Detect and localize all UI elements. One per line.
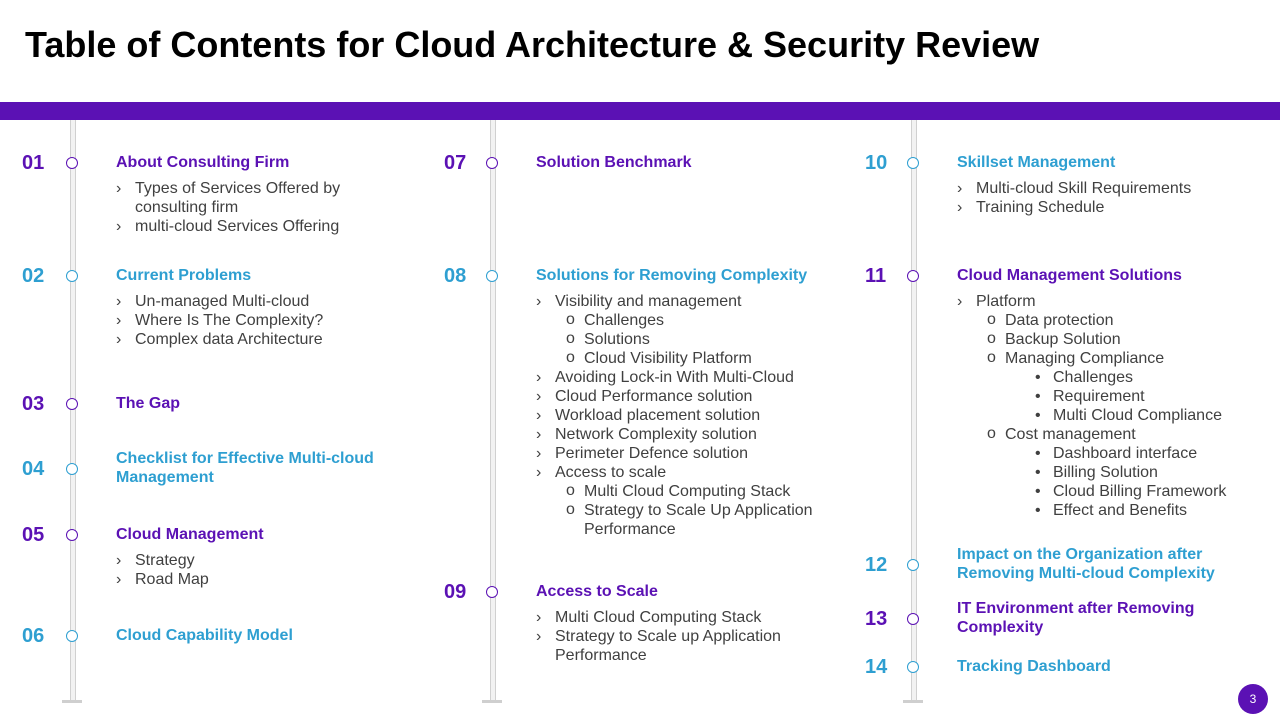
section-title[interactable]: About Consulting Firm: [116, 154, 290, 171]
sub-item: o Data protection: [957, 311, 1257, 330]
section-number: 02: [22, 265, 45, 287]
sub-item: › Visibility and management: [536, 292, 826, 311]
timeline-dot: [907, 157, 919, 169]
sub-item: o Challenges: [536, 311, 826, 330]
section-number: 09: [444, 581, 467, 603]
section-number: 05: [22, 524, 45, 546]
sub-item: • Multi Cloud Compliance: [957, 406, 1257, 425]
sub-item: o Cloud Visibility Platform: [536, 349, 826, 368]
timeline-dot: [66, 398, 78, 410]
sub-item: › multi-cloud Services Offering: [116, 217, 356, 236]
sub-item: › Strategy: [116, 551, 416, 570]
timeline-dot: [66, 630, 78, 642]
toc-column-2: [420, 120, 840, 720]
timeline-rail-foot: [62, 700, 82, 703]
sub-item: • Dashboard interface: [957, 444, 1257, 463]
section-number: 13: [865, 608, 888, 630]
toc-column-1: [0, 120, 420, 720]
timeline-dot: [907, 661, 919, 673]
sub-item: o Managing Compliance: [957, 349, 1257, 368]
section-title[interactable]: Solution Benchmark: [536, 154, 692, 171]
section-title[interactable]: Skillset Management: [957, 154, 1116, 171]
sub-item: › Multi-cloud Skill Requirements: [957, 179, 1257, 198]
sub-item: o Multi Cloud Computing Stack: [536, 482, 826, 501]
section-title[interactable]: Cloud Management: [116, 526, 264, 543]
section-title[interactable]: Solutions for Removing Complexity: [536, 267, 808, 284]
sub-item: › Workload placement solution: [536, 406, 826, 425]
sub-item: › Platform: [957, 292, 1257, 311]
sub-item: › Cloud Performance solution: [536, 387, 826, 406]
timeline-dot: [486, 270, 498, 282]
timeline-dot: [66, 270, 78, 282]
timeline-dot: [66, 157, 78, 169]
section-number: 08: [444, 265, 467, 287]
timeline-rail-foot: [482, 700, 502, 703]
section-title[interactable]: Access to Scale: [536, 583, 658, 600]
section-title[interactable]: The Gap: [116, 395, 181, 412]
section-title[interactable]: Cloud Management Solutions: [957, 267, 1182, 284]
toc-column-3: [841, 120, 1261, 720]
sub-item: › Training Schedule: [957, 198, 1257, 217]
sub-item: • Billing Solution: [957, 463, 1257, 482]
sub-item: o Strategy to Scale Up Application Performance: [536, 501, 826, 539]
section-number: 04: [22, 458, 45, 480]
sub-item: › Network Complexity solution: [536, 425, 826, 444]
timeline-rail-foot: [903, 700, 923, 703]
timeline-dot: [66, 463, 78, 475]
sub-item: › Complex data Architecture: [116, 330, 416, 349]
section-number: 07: [444, 152, 467, 174]
timeline-dot: [486, 586, 498, 598]
section-number: 12: [865, 554, 888, 576]
sub-item: • Challenges: [957, 368, 1257, 387]
section-title[interactable]: Checklist for Effective Multi-cloud Management: [116, 450, 374, 486]
sub-item: • Requirement: [957, 387, 1257, 406]
timeline-dot: [907, 613, 919, 625]
sub-item: • Cloud Billing Framework: [957, 482, 1257, 501]
section-number: 14: [865, 656, 888, 678]
header-band: [0, 102, 1280, 120]
section-title[interactable]: Current Problems: [116, 267, 252, 284]
timeline-dot: [907, 559, 919, 571]
sub-item: o Solutions: [536, 330, 826, 349]
page-title: Table of Contents for Cloud Architecture & Security Review: [25, 24, 1040, 65]
section-number: 03: [22, 393, 45, 415]
section-title[interactable]: IT Environment after Removing Complexity: [957, 600, 1195, 636]
sub-item: › Perimeter Defence solution: [536, 444, 826, 463]
sub-item: • Effect and Benefits: [957, 501, 1257, 520]
sub-item: › Road Map: [116, 570, 416, 589]
timeline-rail: [490, 120, 496, 702]
section-number: 11: [865, 265, 887, 287]
timeline-dot: [66, 529, 78, 541]
section-title[interactable]: Cloud Capability Model: [116, 627, 293, 644]
sub-item: › Strategy to Scale up Application Performance: [536, 627, 806, 665]
sub-item: › Types of Services Offered by consulting firm: [116, 179, 356, 217]
sub-item: › Multi Cloud Computing Stack: [536, 608, 806, 627]
section-number: 06: [22, 625, 45, 647]
sub-item: o Backup Solution: [957, 330, 1257, 349]
section-number: 10: [865, 152, 888, 174]
section-title[interactable]: Impact on the Organization after Removing Multi-cloud Complexity: [957, 546, 1215, 582]
sub-item: › Access to scale: [536, 463, 826, 482]
timeline-dot: [486, 157, 498, 169]
sub-item: › Where Is The Complexity?: [116, 311, 416, 330]
sub-item: › Avoiding Lock-in With Multi-Cloud: [536, 368, 826, 387]
sub-item: › Un-managed Multi-cloud: [116, 292, 416, 311]
sub-item: o Cost management: [957, 425, 1257, 444]
section-number: 01: [22, 152, 45, 174]
section-title[interactable]: Tracking Dashboard: [957, 658, 1111, 675]
timeline-rail: [70, 120, 76, 702]
timeline-dot: [907, 270, 919, 282]
page-number-badge: 3: [1238, 684, 1268, 714]
